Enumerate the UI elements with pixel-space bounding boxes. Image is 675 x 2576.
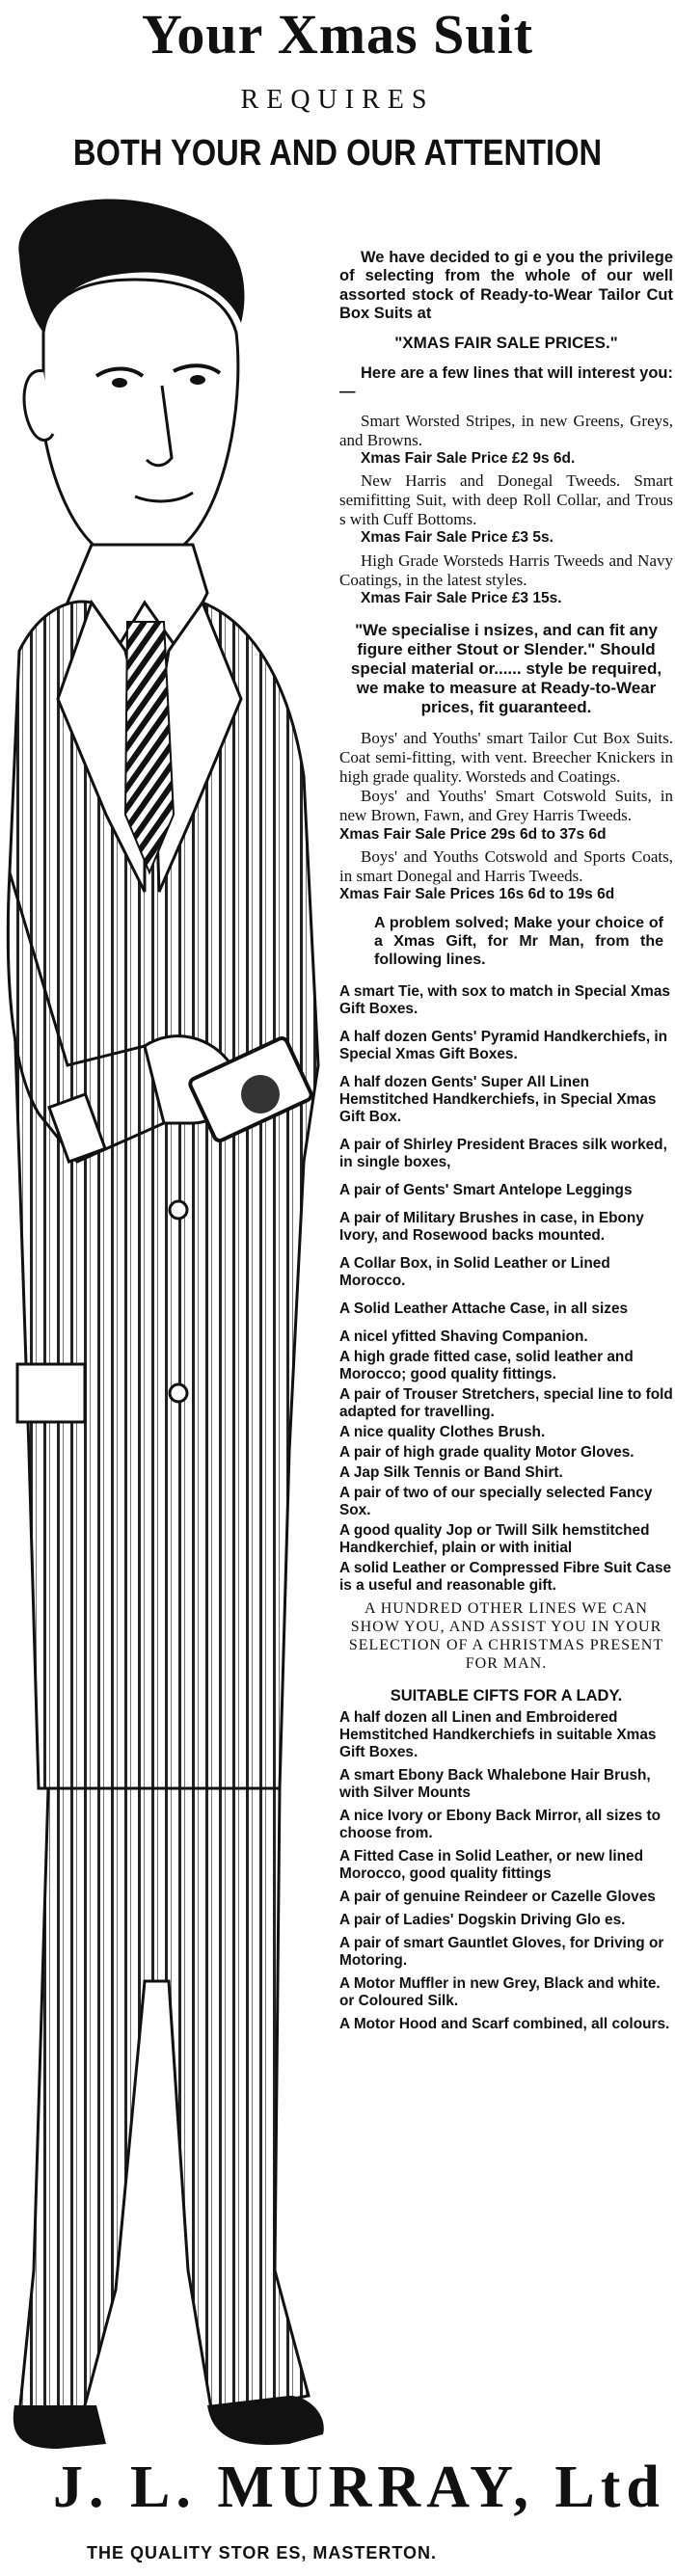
gift-list-men <box>339 983 673 1595</box>
gift-problem-paragraph: A problem solved; Make your choice of a Xmas Gift, for Mr Man, from the following lines. <box>374 915 663 968</box>
list-item: A solid Leather or Compressed Fibre Suit Case is a useful and reasonable gift. <box>339 1560 672 1595</box>
list-item: A pair of Shirley President Braces silk worked, in single boxes, <box>339 1136 667 1170</box>
list-item: A pair of genuine Reindeer or Cazelle Gloves <box>339 1889 656 1906</box>
list-item: A half dozen all Linen and Embroidered Hemstitched Handkerchiefs in suitable Xmas Gift Boxes. <box>339 1709 657 1761</box>
text-column <box>339 249 673 2039</box>
suit-item-1-price: Xmas Fair Sale Price £2 9s 6d. <box>361 449 576 467</box>
list-item: A Solid Leather Attache Case, in all sizes <box>339 1301 629 1317</box>
company-address: THE QUALITY STOR ES, MASTERTON. <box>87 2543 438 2563</box>
list-item: A Jap Silk Tennis or Band Shirt. <box>339 1464 563 1482</box>
headline: Your Xmas Suit <box>141 3 534 66</box>
lady-gifts-heading: SUITABLE CIFTS FOR A LADY. <box>390 1686 623 1704</box>
list-item: A smart Ebony Back Whalebone Hair Brush, with Silver Mounts <box>339 1767 651 1802</box>
suit-item-3-description: High Grade Worsteds Harris Tweeds and Navy Coatings, in the latest styles. <box>339 550 673 589</box>
specialise-paragraph: "We specialise i nsizes, and can fit any figure either Stout or Slender." Should special material or...... style be required, we make to measure at Ready-to-Wear prices, fit guaranteed. <box>350 621 662 717</box>
trousers-shape <box>19 1788 309 2434</box>
list-item: A smart Tie, with sox to match in Special Xmas Gift Boxes. <box>339 982 670 1017</box>
list-item: A pair of high grade quality Motor Gloves. <box>339 1444 634 1462</box>
list-item: A nice Ivory or Ebony Back Mirror, all sizes to choose from. <box>339 1808 662 1842</box>
boys-item-3-price: Xmas Fair Sale Prices 16s 6d to 19s 6d <box>339 885 615 902</box>
suit-item-2-description: New Harris and Donegal Tweeds. Smart semifitting Suit, with deep Roll Collar, and Trous s with Cuff Bottoms. <box>339 471 673 529</box>
sale-caption: "XMAS FAIR SALE PRICES." <box>394 333 618 352</box>
face-shape <box>43 280 238 563</box>
list-item: A pair of Trouser Stretchers, special line to fold adapted for travelling. <box>339 1386 673 1421</box>
intro-paragraph: We have decided to gi e you the privilege of selecting from the whole of our well assorted stock of Ready-to-Wear Tailor Cut Box Suits at <box>339 249 673 323</box>
list-item: A good quality Jop or Twill Silk hemstitched Handkerchief, plain or with initial <box>339 1522 650 1557</box>
list-item: A high grade fitted case, solid leather and Morocco; good quality fittings. <box>339 1349 634 1383</box>
list-item: A pair of smart Gauntlet Gloves, for Driving or Motoring. <box>339 1935 664 1970</box>
list-item: A half dozen Gents' Super All Linen Hemstitched Handkerchiefs, in Special Xmas Gift Box. <box>339 1073 657 1125</box>
subheadline-requires: REQUIRES <box>240 85 435 115</box>
gift-list-lady <box>339 1709 673 2033</box>
man-in-striped-suit-illustration <box>0 198 333 2454</box>
list-item: A pair of Ladies' Dogskin Driving Glo es. <box>339 1912 626 1929</box>
list-item: A nice quality Clothes Brush. <box>339 1424 546 1441</box>
list-item: A Motor Muffler in new Grey, Black and white. or Coloured Silk. <box>339 1975 661 2010</box>
boys-item-2-price: Xmas Fair Sale Price 29s 6d to 37s 6d <box>339 825 607 843</box>
list-item: A Collar Box, in Solid Leather or Lined Morocco. <box>339 1254 610 1289</box>
subheadline-attention: BOTH YOUR AND OUR ATTENTION <box>72 133 603 174</box>
list-item: A half dozen Gents' Pyramid Handkerchiefs, in Special Xmas Gift Boxes. <box>339 1028 668 1062</box>
list-item: A pair of Military Brushes in case, in Ebony Ivory, and Rosewood backs mounted. <box>339 1209 644 1244</box>
lines-intro: Here are a few lines that will interest you:— <box>339 363 673 401</box>
suit-item-3-price: Xmas Fair Sale Price £3 15s. <box>361 589 562 606</box>
suit-item-2-price: Xmas Fair Sale Price £3 5s. <box>361 529 554 547</box>
list-item: A pair of Gents' Smart Antelope Leggings <box>339 1181 633 1198</box>
list-item: A pair of two of our specially selected Fancy Sox. <box>339 1485 653 1519</box>
list-item: A Fitted Case in Solid Leather, or new lined Morocco, good quality fittings <box>339 1848 643 1883</box>
boys-item-3-description: Boys' and Youths Cotswold and Sports Coats, in smart Donegal and Harris Tweeds. <box>339 846 673 885</box>
boys-item-1-description: Boys' and Youths' smart Tailor Cut Box Suits. Coat semi-fitting, with vent. Breecher Knickers in high grade quality. Worsteds and Coatings. <box>339 729 673 787</box>
list-item: A nicel yfitted Shaving Companion. <box>339 1328 588 1346</box>
suit-item-1-description: Smart Worsted Stripes, in new Greens, Greys, and Browns. <box>339 411 673 449</box>
company-name: J. L. MURRAY, Ltd <box>53 2455 665 2520</box>
list-item: A Motor Hood and Scarf combined, all colours. <box>339 2016 670 2033</box>
boys-item-2-description: Boys' and Youths' Smart Cotswold Suits, in new Brown, Fawn, and Grey Harris Tweeds. <box>339 787 673 825</box>
hundred-lines-paragraph: A HUNDRED OTHER LINES WE CAN SHOW YOU, AND ASSIST YOU IN YOUR SELECTION OF A CHRISTMAS PRESENT FOR MAN. <box>348 1600 664 1672</box>
